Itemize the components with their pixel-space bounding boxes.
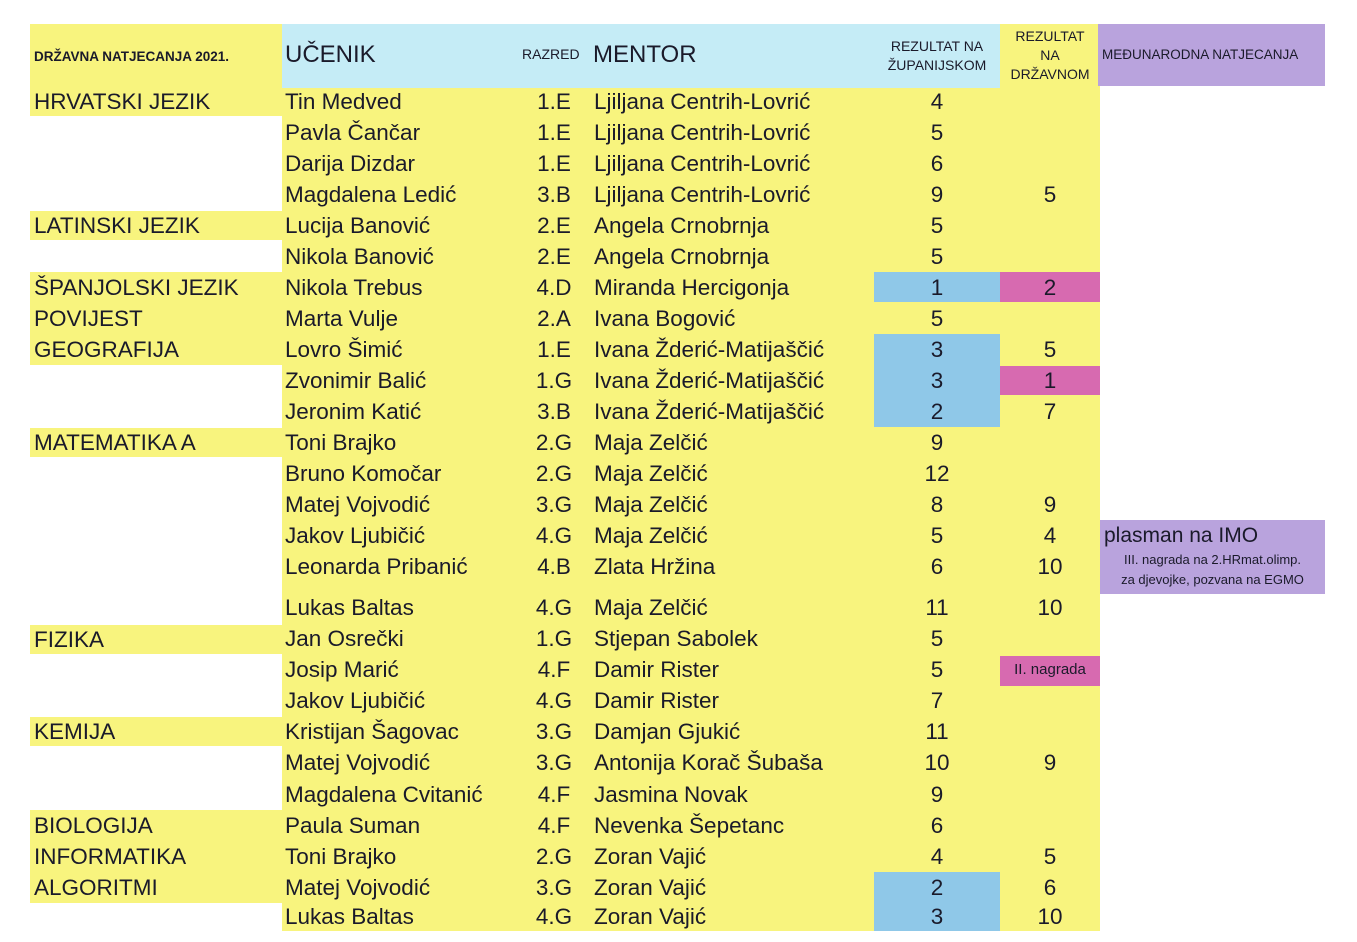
- zupanijsko-result: 5: [930, 213, 944, 238]
- drzavno-result: 5: [1043, 844, 1057, 869]
- student-name: Magdalena Cvitanić: [285, 782, 483, 807]
- zupanijsko-result: 10: [924, 750, 950, 775]
- zupanijsko-result: 1: [930, 275, 944, 300]
- zupanijsko-result: 5: [930, 244, 944, 269]
- mentor-name: Ivana Žderić-Matijaščić: [594, 368, 825, 393]
- student-class: 2.E: [537, 213, 571, 238]
- subject-label: BIOLOGIJA: [34, 813, 153, 838]
- student-name: Magdalena Ledić: [285, 182, 457, 207]
- zupanijsko-result: 6: [930, 151, 944, 176]
- mentor-name: Jasmina Novak: [594, 782, 748, 807]
- student-name: Matej Vojvodić: [285, 875, 431, 900]
- drzavno-result: 6: [1043, 875, 1057, 900]
- mentor-name: Ivana Žderić-Matijaščić: [594, 337, 825, 362]
- student-class: 4.G: [535, 904, 573, 929]
- student-class: 1.E: [537, 151, 571, 176]
- subject-label: HRVATSKI JEZIK: [34, 89, 211, 114]
- zupanijsko-result: 5: [930, 523, 944, 548]
- drzavno-result: 10: [1037, 554, 1063, 579]
- header-razred: RAZRED: [522, 46, 580, 62]
- zupanijsko-result: 11: [925, 595, 949, 620]
- subject-label: POVIJEST: [34, 306, 143, 331]
- student-class: 4.D: [536, 275, 572, 300]
- mentor-name: Maja Zelčić: [594, 461, 708, 486]
- international-line2: III. nagrada na 2.HRmat.olimp.: [1123, 552, 1302, 567]
- zupanijsko-result: 9: [930, 430, 944, 455]
- zupanijsko-result: 6: [930, 813, 944, 838]
- header-drzavno: [1000, 27, 1100, 84]
- student-name: Jan Osrečki: [285, 626, 404, 651]
- mentor-name: Miranda Hercigonja: [594, 275, 790, 300]
- drzavno-result: II. nagrada: [1014, 661, 1086, 678]
- student-name: Pavla Čančar: [285, 120, 421, 145]
- mentor-name: Ivana Žderić-Matijaščić: [594, 399, 825, 424]
- header-ucenik: UČENIK: [285, 41, 376, 68]
- student-name: Tin Medved: [285, 89, 402, 114]
- mentor-name: Angela Crnobrnja: [594, 213, 770, 238]
- mentor-name: Maja Zelčić: [594, 523, 708, 548]
- student-name: Lovro Šimić: [285, 337, 403, 362]
- student-name: Matej Vojvodić: [285, 492, 431, 517]
- drzavno-result: 9: [1043, 492, 1057, 517]
- drzavno-result: 1: [1043, 368, 1057, 393]
- international-line1: plasman na IMO: [1104, 524, 1259, 547]
- mentor-name: Angela Crnobrnja: [594, 244, 770, 269]
- subject-label: GEOGRAFIJA: [34, 337, 180, 362]
- mentor-name: Zoran Vajić: [594, 844, 707, 869]
- student-name: Toni Brajko: [285, 844, 397, 869]
- student-class: 3.B: [537, 182, 571, 207]
- mentor-name: Maja Zelčić: [594, 595, 708, 620]
- drzavno-result: 5: [1043, 337, 1057, 362]
- mentor-name: Zoran Vajić: [594, 904, 707, 929]
- header-zupanijsko: [878, 37, 996, 75]
- mentor-name: Maja Zelčić: [594, 430, 708, 455]
- student-class: 3.G: [535, 750, 573, 775]
- student-name: Josip Marić: [285, 657, 399, 682]
- student-name: Lucija Banović: [285, 213, 431, 238]
- zupanijsko-result: 5: [930, 657, 944, 682]
- zupanijsko-result: 9: [930, 182, 944, 207]
- zupanijsko-result: 11: [925, 719, 949, 744]
- mentor-name: Antonija Korač Šubaša: [594, 750, 823, 775]
- drzavno-result: 7: [1043, 399, 1057, 424]
- student-name: Darija Dizdar: [285, 151, 416, 176]
- subject-label: INFORMATIKA: [34, 844, 187, 869]
- student-class: 1.E: [537, 120, 571, 145]
- mentor-name: Zlata Hržina: [594, 554, 716, 579]
- student-class: 2.E: [537, 244, 571, 269]
- mentor-name: Maja Zelčić: [594, 492, 708, 517]
- subject-label: ŠPANJOLSKI JEZIK: [34, 275, 239, 300]
- zupanijsko-result: 2: [930, 399, 944, 424]
- subject-label: LATINSKI JEZIK: [34, 213, 200, 238]
- student-name: Jakov Ljubičić: [285, 688, 426, 713]
- zupanijsko-result: 9: [930, 782, 944, 807]
- zupanijsko-result: 8: [930, 492, 944, 517]
- student-class: 1.E: [537, 89, 571, 114]
- subject-label: KEMIJA: [34, 719, 116, 744]
- zupanijsko-result: 12: [924, 461, 950, 486]
- mentor-name: Zoran Vajić: [594, 875, 707, 900]
- zupanijsko-result: 5: [930, 626, 944, 651]
- header-drz-line3: DRŽAVNOM: [1010, 66, 1090, 82]
- student-class: 3.B: [537, 399, 571, 424]
- student-class: 3.G: [535, 875, 573, 900]
- header-drz-line2: NA: [1040, 47, 1060, 63]
- student-name: Toni Brajko: [285, 430, 397, 455]
- student-name: Paula Suman: [285, 813, 421, 838]
- zupanijsko-result: 2: [930, 875, 944, 900]
- student-class: 4.B: [537, 554, 571, 579]
- drzavno-result: 2: [1043, 275, 1057, 300]
- student-class: 1.G: [535, 368, 573, 393]
- mentor-name: Damir Rister: [594, 688, 720, 713]
- student-class: 4.F: [537, 813, 571, 838]
- student-class: 3.G: [535, 492, 573, 517]
- mentor-name: Ljiljana Centrih-Lovrić: [594, 182, 811, 207]
- student-name: Leonarda Pribanić: [285, 554, 468, 579]
- zupanijsko-result: 5: [930, 120, 944, 145]
- mentor-name: Damjan Gjukić: [594, 719, 741, 744]
- mentor-name: Ljiljana Centrih-Lovrić: [594, 89, 811, 114]
- student-class: 1.E: [537, 337, 571, 362]
- student-class: 4.G: [535, 688, 573, 713]
- zupanijsko-result: 6: [930, 554, 944, 579]
- student-name: Nikola Trebus: [285, 275, 423, 300]
- mentor-name: Damir Rister: [594, 657, 720, 682]
- student-name: Marta Vulje: [285, 306, 398, 331]
- header-zup-line1: REZULTAT NA: [890, 38, 984, 54]
- header-mentor: MENTOR: [593, 41, 697, 68]
- student-class: 1.G: [535, 626, 573, 651]
- header-medunarodna: MEĐUNARODNA NATJECANJA: [1102, 47, 1299, 62]
- drzavno-result: 4: [1043, 523, 1057, 548]
- zupanijsko-result: 3: [930, 904, 944, 929]
- student-class: 3.G: [535, 719, 573, 744]
- header-zup-line2: ŽUPANIJSKOM: [887, 57, 987, 73]
- zupanijsko-result: 3: [930, 368, 944, 393]
- student-class: 4.G: [535, 595, 573, 620]
- student-name: Nikola Banović: [285, 244, 434, 269]
- student-name: Matej Vojvodić: [285, 750, 431, 775]
- subject-label: FIZIKA: [34, 627, 105, 652]
- mentor-name: Ivana Bogović: [594, 306, 736, 331]
- mentor-name: Stjepan Sabolek: [594, 626, 758, 651]
- student-class: 4.F: [537, 657, 571, 682]
- zupanijsko-result: 4: [930, 89, 944, 114]
- drzavno-result: 5: [1043, 182, 1057, 207]
- mentor-name: Ljiljana Centrih-Lovrić: [594, 120, 811, 145]
- student-class: 2.G: [535, 844, 573, 869]
- student-name: Zvonimir Balić: [285, 368, 427, 393]
- mentor-name: Ljiljana Centrih-Lovrić: [594, 151, 811, 176]
- student-class: 2.G: [535, 461, 573, 486]
- subject-label: MATEMATIKA A: [34, 430, 196, 455]
- zupanijsko-result: 7: [930, 688, 944, 713]
- international-note: [1100, 522, 1325, 590]
- student-name: Kristijan Šagovac: [285, 719, 459, 744]
- drzavno-result: 10: [1037, 595, 1063, 620]
- student-class: 2.G: [535, 430, 573, 455]
- header-drz-line1: REZULTAT: [1015, 28, 1085, 44]
- student-class: 4.G: [535, 523, 573, 548]
- student-class: 4.F: [537, 782, 571, 807]
- student-name: Jakov Ljubičić: [285, 523, 426, 548]
- zupanijsko-result: 5: [930, 306, 944, 331]
- table-title: DRŽAVNA NATJECANJA 2021.: [34, 48, 230, 64]
- zupanijsko-result: 4: [930, 844, 944, 869]
- student-name: Lukas Baltas: [285, 595, 414, 620]
- student-class: 2.A: [537, 306, 571, 331]
- international-line3: za djevojke, pozvana na EGMO: [1121, 572, 1304, 587]
- mentor-name: Nevenka Šepetanc: [594, 813, 785, 838]
- student-name: Bruno Komočar: [285, 461, 442, 486]
- drzavno-result: 9: [1043, 750, 1057, 775]
- student-name: Lukas Baltas: [285, 904, 414, 929]
- subject-label: ALGORITMI: [34, 875, 158, 900]
- student-name: Jeronim Katić: [285, 399, 422, 424]
- zupanijsko-result: 3: [930, 337, 944, 362]
- drzavno-result: 10: [1037, 904, 1063, 929]
